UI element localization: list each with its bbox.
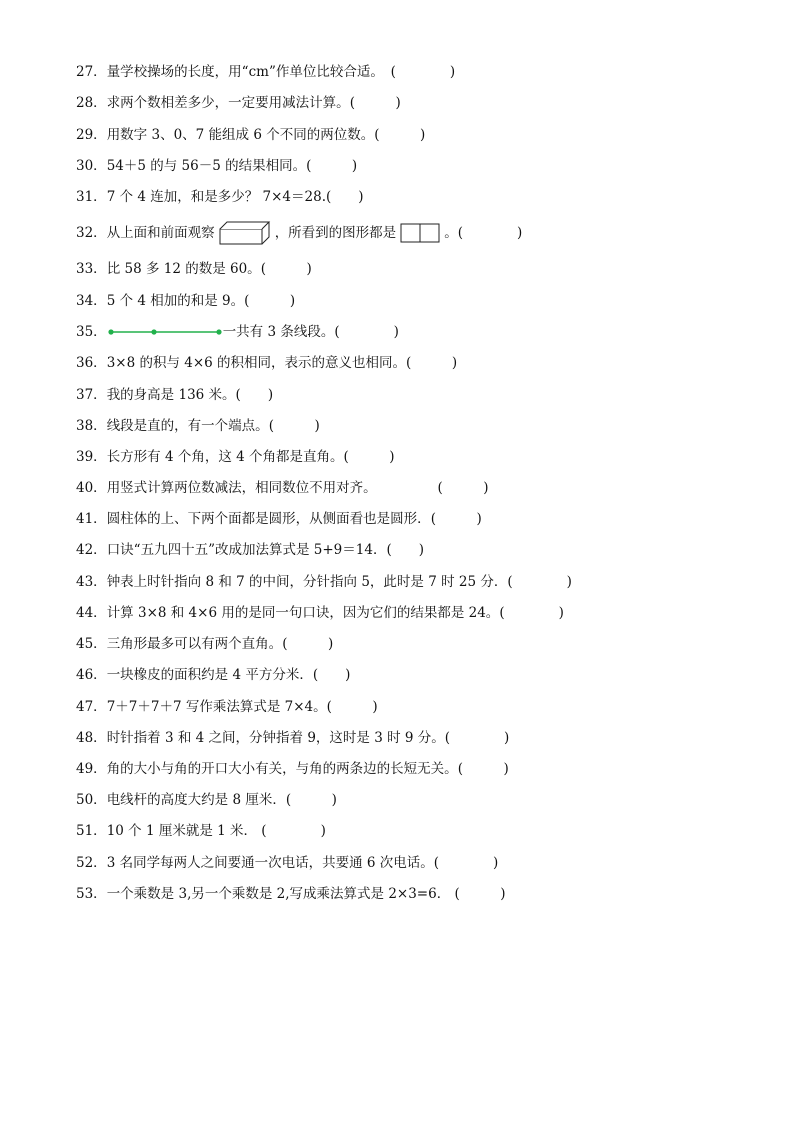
question-text: 钟表上时针指向 8 和 7 的中间，分针指向 5，此时是 7 时 25 分． [106,574,508,590]
question-34 [76,290,295,312]
question-text: 一共有 3 条线段。 [222,324,335,340]
line-segments-figure [107,326,223,338]
answer-blank[interactable]: ( ) [390,64,456,80]
question-text-after: 。 [444,225,458,241]
question-text: 求两个数相差多少，一定要用减法计算。 [106,95,350,111]
answer-blank[interactable]: ( ) [406,355,458,371]
answer-blank[interactable]: ( ) [450,886,506,902]
question-number: 53． [76,886,107,902]
question-46 [76,664,350,686]
question-31 [76,186,364,208]
question-number: 41． [76,511,107,527]
question-number: 52． [76,855,107,871]
question-number: 37． [76,387,107,403]
question-45 [76,633,333,655]
answer-blank[interactable]: ( ) [430,511,482,527]
question-text: 我的身高是 136 米。 [106,387,236,403]
question-number: 43． [76,574,107,590]
answer-blank[interactable]: ( ) [433,855,499,871]
question-number: 35． [76,324,107,340]
question-number: 29． [76,127,107,143]
question-47 [76,696,378,718]
answer-blank[interactable]: ( ) [268,418,320,434]
question-number: 40． [76,480,107,496]
question-number: 30． [76,158,107,174]
answer-blank[interactable]: ( ) [244,293,296,309]
question-50 [76,789,337,811]
question-number: 42． [76,542,107,558]
question-38 [76,415,320,437]
question-number: 44． [76,605,107,621]
answer-blank[interactable]: ( ) [282,636,334,652]
question-37 [76,384,273,406]
question-40 [76,477,488,499]
answer-blank[interactable]: ( ) [334,324,399,340]
question-number: 47． [76,699,107,715]
question-text: 圆柱体的上、下两个面都是圆形，从侧面看也是圆形． [106,511,431,527]
question-number: 27． [76,64,107,80]
answer-blank[interactable]: ( ) [235,387,274,403]
question-number: 33． [76,261,107,277]
question-number: 32． [76,225,107,241]
question-number: 49． [76,761,107,777]
question-36 [76,352,457,374]
question-33 [76,258,312,280]
question-number: 50． [76,792,107,808]
question-text: 10 个 1 厘米就是 1 米． [106,823,258,839]
question-number: 34． [76,293,107,309]
question-number: 38． [76,418,107,434]
question-text: 一块橡皮的面积约是 4 平方分米． [106,667,313,683]
answer-blank[interactable]: ( ) [457,761,509,777]
question-28 [76,92,401,114]
question-43 [76,571,572,593]
answer-blank[interactable]: ( ) [386,542,424,558]
question-51 [76,820,326,842]
two-squares-figure [400,223,440,243]
question-text: 线段是直的，有一个端点。 [106,418,269,434]
question-32 [76,222,522,244]
question-text: 用数字 3、0、7 能组成 6 个不同的两位数。 [106,127,375,143]
question-41 [76,508,482,530]
question-number: 48． [76,730,107,746]
question-35 [76,321,399,343]
answer-blank[interactable]: ( ) [285,792,337,808]
question-text-middle: ，所看到的图形都是 [274,225,397,241]
question-number: 39． [76,449,107,465]
question-text: 7＋7＋7＋7 写作乘法算式是 7×4。 [106,699,327,715]
question-44 [76,602,564,624]
answer-blank[interactable]: ( ) [343,449,395,465]
answer-blank[interactable]: ( ) [499,605,564,621]
answer-blank[interactable]: ( ) [374,127,426,143]
question-52 [76,852,498,874]
question-number: 28． [76,95,107,111]
question-text: 3 名同学每两人之间要通一次电话，共要通 6 次电话。 [106,855,434,871]
cuboid-figure [219,221,271,245]
question-text: 3×8 的积与 4×6 的积相同，表示的意义也相同。 [106,355,407,371]
question-53 [76,883,506,905]
question-text: 长方形有 4 个角，这 4 个角都是直角。 [106,449,344,465]
answer-blank[interactable]: ( ) [507,574,572,590]
question-text: 用竖式计算两位数减法，相同数位不用对齐。 [106,480,438,496]
answer-blank[interactable]: ( ) [257,823,326,839]
question-number: 36． [76,355,107,371]
question-text: 电线杆的高度大约是 8 厘米． [106,792,286,808]
question-number: 51． [76,823,107,839]
question-text: 计算 3×8 和 4×6 用的是同一句口诀，因为它们的结果都是 24。 [106,605,500,621]
question-text: 时针指着 3 和 4 之间，分钟指着 9，这时是 3 时 9 分。 [106,730,445,746]
question-27 [76,61,455,83]
question-29 [76,124,425,146]
question-42 [76,539,424,561]
question-49 [76,758,509,780]
answer-blank[interactable]: ( ) [326,699,378,715]
question-48 [76,727,509,749]
question-number: 31． [76,189,107,205]
question-text: 7 个 4 连加，和是多少？ 7×4＝28. [106,189,326,205]
question-number: 46． [76,667,107,683]
answer-blank[interactable]: ( ) [457,225,523,241]
question-text-before: 从上面和前面观察 [106,225,215,241]
question-text: 角的大小与角的开口大小有关，与角的两条边的长短无关。 [106,761,458,777]
question-text: 比 58 多 12 的数是 60。 [106,261,261,277]
question-text: 一个乘数是 3,另一个乘数是 2,写成乘法算式是 2×3=6． [106,886,451,902]
answer-blank[interactable]: ( ) [260,261,312,277]
answer-blank[interactable]: ( ) [312,667,351,683]
answer-blank[interactable]: ( ) [437,480,489,496]
answer-blank[interactable]: ( ) [306,158,358,174]
question-text: 量学校操场的长度，用“cm”作单位比较合适。 [106,64,391,80]
question-text: 54＋5 的与 56－5 的结果相同。 [106,158,307,174]
answer-blank[interactable]: ( ) [444,730,510,746]
question-39 [76,446,395,468]
question-30 [76,155,357,177]
answer-blank[interactable]: ( ) [349,95,401,111]
question-text: 三角形最多可以有两个直角。 [106,636,283,652]
question-text: 口诀“五九四十五”改成加法算式是 5+9＝14． [106,542,387,558]
answer-blank[interactable]: ( ) [326,189,364,205]
question-number: 45． [76,636,107,652]
question-text: 5 个 4 相加的和是 9。 [106,293,245,309]
